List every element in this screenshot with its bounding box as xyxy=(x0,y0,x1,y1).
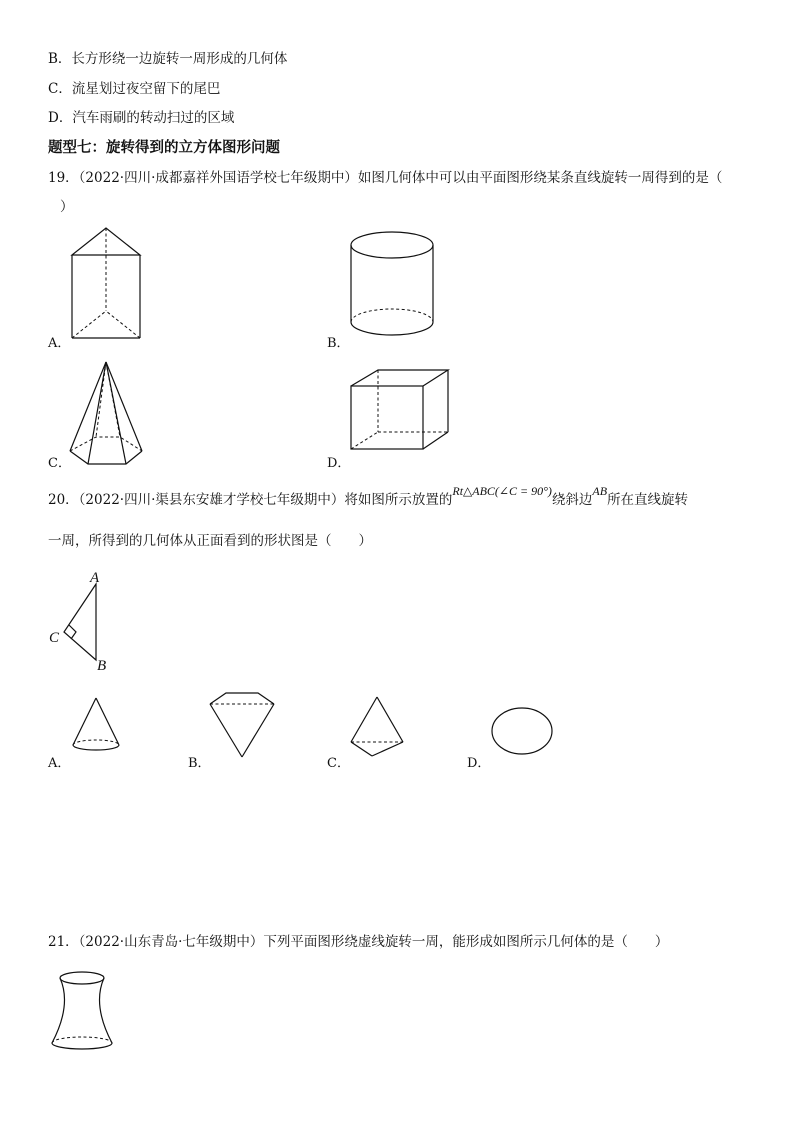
option-c-text: C．流星划过夜空留下的尾巴 xyxy=(48,81,221,97)
q20-label-b: B． xyxy=(188,756,211,771)
q20-text-part3: 所在直线旋转 xyxy=(607,492,689,508)
option-b-text: B．长方形绕一边旋转一周形成的几何体 xyxy=(48,51,288,67)
q21-text: 21．（2022·山东青岛·七年级期中）下列平面图形绕虚线旋转一周，能形成如图所示几何体的是（ ） xyxy=(48,934,669,950)
q20-label-d: D． xyxy=(467,756,491,771)
q20-text-part2: 绕斜边 xyxy=(551,492,593,508)
option-d-text: D．汽车雨刷的转动扫过的区域 xyxy=(48,110,235,126)
q19-close-paren: ） xyxy=(60,199,74,215)
q19-label-b: B． xyxy=(327,336,350,351)
q19-label-a: A． xyxy=(48,336,71,351)
triangle-label-c: C xyxy=(49,630,60,646)
triangle-label-a: A xyxy=(90,570,100,586)
q20-text-part1: 20．（2022·四川·渠县东安雄才学校七年级期中）将如图所示放置的 xyxy=(48,492,453,508)
q20-math-ab: AB xyxy=(592,484,608,498)
triangle-label-b: B xyxy=(97,658,107,674)
q20-line2: 一周，所得到的几何体从正面看到的形状图是（ ） xyxy=(48,533,372,549)
q19-label-c: C． xyxy=(48,456,71,471)
q20-label-a: A． xyxy=(48,756,71,771)
q19-label-d: D． xyxy=(327,456,351,471)
q20-label-c: C． xyxy=(327,756,350,771)
q20-math-rt-abc: Rt△ABC(∠C = 90°) xyxy=(452,484,552,498)
q19-text: 19．（2022·四川·成都嘉祥外国语学校七年级期中）如图几何体中可以由平面图形绕某条直线旋转一周得到的是（ xyxy=(48,170,723,186)
section-title: 题型七：旋转得到的立方体图形问题 xyxy=(48,140,280,156)
